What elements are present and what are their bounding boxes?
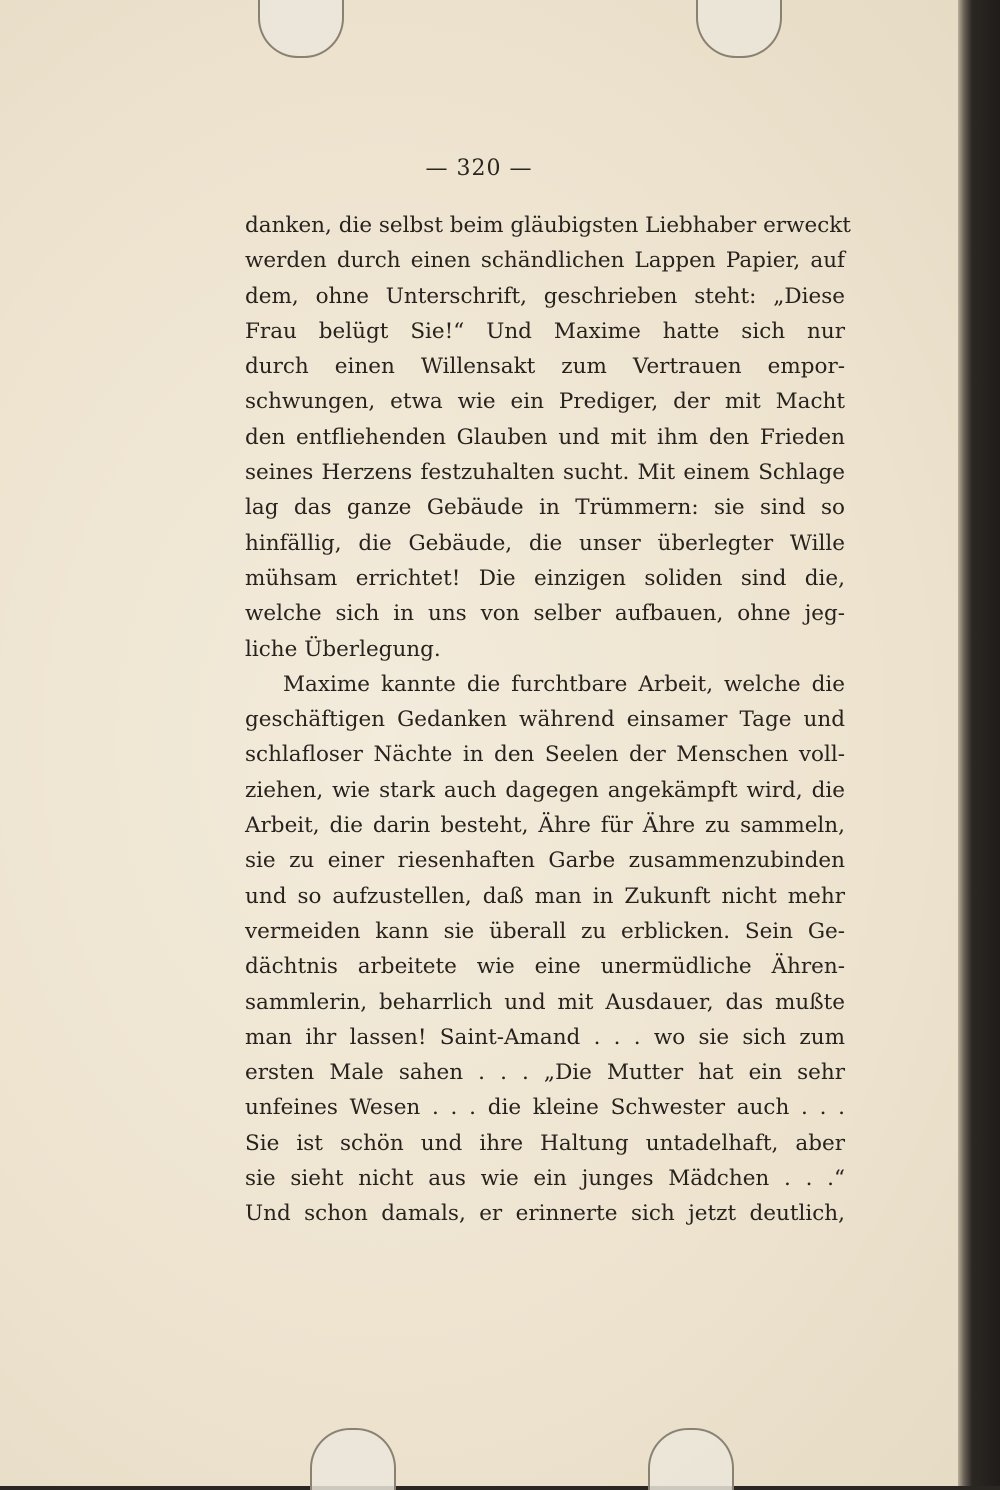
book-spine-edge <box>958 0 1000 1486</box>
text-line: seines Herzens festzuhalten sucht. Mit einem Schlage <box>245 460 845 486</box>
page-clip-bottom-left <box>310 1428 396 1490</box>
page-number: — 320 — <box>425 156 533 181</box>
text-line: lag das ganze Gebäude in Trümmern: sie sind so <box>245 495 845 521</box>
text-line: Sie ist schön und ihre Haltung untadelhaft, aber <box>245 1130 845 1156</box>
text-line: dem, ohne Unterschrift, geschrieben steht: „Diese <box>245 283 845 309</box>
text-line: geschäftigen Gedanken während einsamer Tage und <box>245 707 845 733</box>
text-line: dächtnis arbeitete wie eine unermüdliche Ähren- <box>245 954 845 980</box>
text-line: Arbeit, die darin besteht, Ähre für Ähre zu sammeln, <box>245 813 845 839</box>
page-clip-top-left <box>258 0 344 58</box>
text-line: mühsam errichtet! Die einzigen soliden sind die, <box>245 565 845 591</box>
text-line: und so aufzustellen, daß man in Zukunft nicht mehr <box>245 883 845 909</box>
text-line: Und schon damals, er erinnerte sich jetzt deutlich, <box>245 1201 845 1227</box>
text-line: sammlerin, beharrlich und mit Ausdauer, das mußte <box>245 989 845 1015</box>
page-clip-top-right <box>696 0 782 58</box>
text-line: schlafloser Nächte in den Seelen der Menschen voll- <box>245 742 845 768</box>
text-line: durch einen Willensakt zum Vertrauen empor- <box>245 354 845 380</box>
text-line: unfeines Wesen . . . die kleine Schwester auch . . . <box>245 1095 845 1121</box>
text-line: sie sieht nicht aus wie ein junges Mädchen . . .“ <box>245 1166 845 1192</box>
body-text <box>245 208 851 1232</box>
text-line: hinfällig, die Gebäude, die unser überlegter Wille <box>245 530 845 556</box>
text-line: danken, die selbst beim gläubigsten Liebhaber erweckt <box>245 213 851 238</box>
text-line: ziehen, wie stark auch dagegen angekämpft wird, die <box>245 777 845 803</box>
text-line: liche Überlegung. <box>245 636 441 662</box>
text-line: man ihr lassen! Saint-Amand . . . wo sie sich zum <box>245 1024 845 1050</box>
text-line: werden durch einen schändlichen Lappen Papier, auf <box>245 248 845 274</box>
text-line: den entfliehenden Glauben und mit ihm den Frieden <box>245 424 845 450</box>
text-line: ersten Male sahen . . . „Die Mutter hat ein sehr <box>245 1060 845 1086</box>
text-line: vermeiden kann sie überall zu erblicken. Sein Ge- <box>245 918 845 944</box>
text-line: welche sich in uns von selber aufbauen, ohne jeg- <box>245 601 845 627</box>
text-line: Frau belügt Sie!“ Und Maxime hatte sich nur <box>245 318 845 344</box>
text-line: sie zu einer riesenhaften Garbe zusammenzubinden <box>245 848 845 874</box>
page-clip-bottom-right <box>648 1428 734 1490</box>
text-line: Maxime kannte die furchtbare Arbeit, welche die <box>283 671 845 697</box>
text-line: schwungen, etwa wie ein Prediger, der mit Macht <box>245 389 845 415</box>
